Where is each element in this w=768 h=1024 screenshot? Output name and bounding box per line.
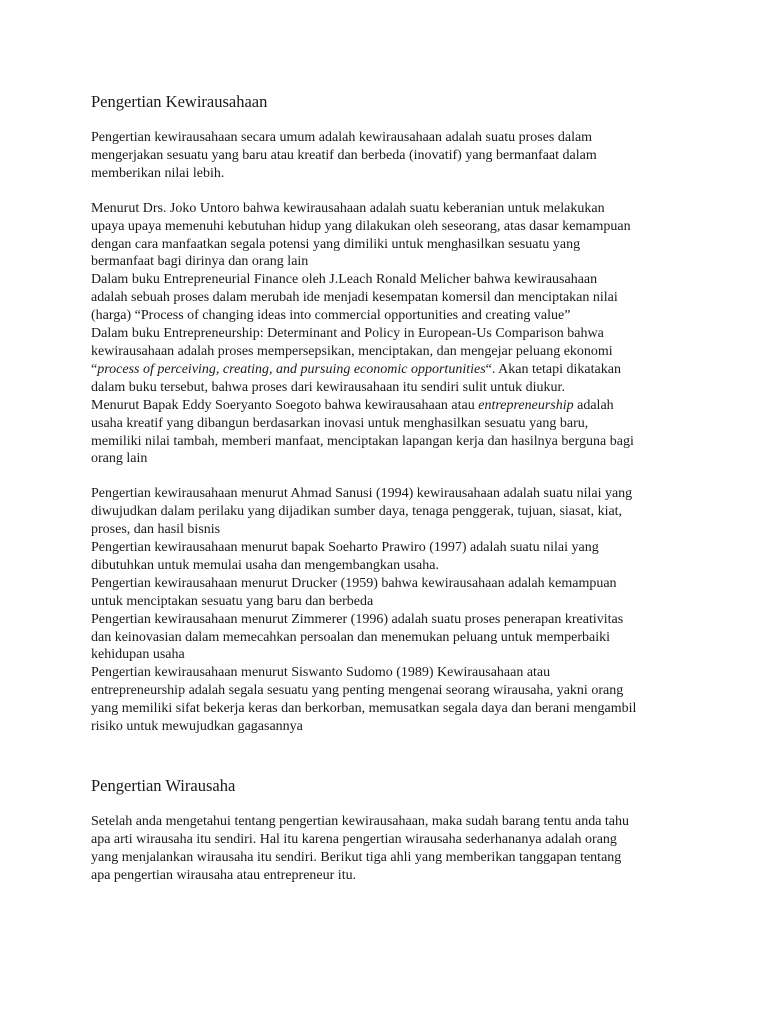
text-line: (harga) “Process of changing ideas into commercial opportunities and creating value” [91,308,571,324]
text-line: Setelah anda mengetahui tentang pengertian kewirausahaan, maka sudah barang tentu anda tahu [91,814,630,829]
text-line: Dalam buku Entrepreneurship: Determinant and Policy in European-Us Comparison bahwa [91,326,604,342]
text-line: risiko untuk mewujudkan gagasannya [91,719,303,735]
text-line: proses, dan hasil bisnis [91,522,221,538]
text-line: bermanfaat bagi dirinya dan orang lain [91,254,309,270]
text-line: adalah sebuah proses dalam merubah ide menjadi kesempatan komersil dan menciptakan nilai [91,290,618,306]
text-line: Pengertian kewirausahaan secara umum adalah kewirausahaan adalah suatu proses dalam [91,130,593,145]
text-line: orang lain [91,451,148,467]
eddy-after: adalah [573,397,614,413]
paragraph-wirausaha-intro [91,813,691,885]
eddy-before: Menurut Bapak Eddy Soeryanto Soegoto bahwa kewirausahaan atau [91,397,479,413]
text-line: entrepreneurship adalah segala sesuatu yang penting mengenai seorang wirausaha, yakni orang [91,683,624,699]
text-line: Pengertian kewirausahaan menurut Drucker (1959) bahwa kewirausahaan adalah kemampuan [91,575,617,591]
text-line: apa arti wirausaha itu sendiri. Hal itu karena pengertian wirausaha sederhananya adalah orang [91,831,617,847]
text-line: Pengertian kewirausahaan menurut Ahmad Sanusi (1994) kewirausahaan adalah suatu nilai yang [91,486,633,502]
text-line: mengerjakan sesuatu yang baru atau kreatif dan berbeda (inovatif) yang bermanfaat dalam [91,147,597,163]
text-line: Pengertian kewirausahaan menurut bapak Soeharto Prawiro (1997) adalah suatu nilai yang [91,540,599,556]
text-line: Menurut Drs. Joko Untoro bahwa kewirausahaan adalah suatu keberanian untuk melakukan [91,200,605,216]
text-line: memberikan nilai lebih. [91,165,225,181]
text-line: dan keinovasian dalam memecahkan persoalan dan menemukan peluang untuk memperbaiki [91,629,610,645]
text-line: dalam buku tersebut, bahwa proses dari kewirausahaan itu sendiri sulit untuk diukur. [91,379,565,395]
text-line: Pengertian kewirausahaan menurut Zimmerer (1996) adalah suatu proses penerapan kreativitas [91,611,624,627]
quote-rest: “. Akan tetapi dikatakan [485,361,621,377]
text-line: yang memiliki sifat bekerja keras dan berkorban, memusatkan segala daya dan berani mengambil [91,701,637,717]
text-line: diwujudkan dalam perilaku yang dijadikan sumber daya, tenaga penggerak, tujuan, siasat, kiat, [91,504,623,520]
paragraph-expert-opinions [91,485,691,736]
text-line-italic-quote [91,361,691,379]
section-heading-wirausaha: Pengertian Wirausaha [91,776,236,795]
paragraph-definition-general [91,129,691,183]
text-line: memiliki nilai tambah, memberi manfaat, menciptakan lapangan kerja dan hasilnya berguna bagi [91,433,634,449]
text-line: upaya upaya memenuhi kebutuhan hidup yang dilakukan oleh seseorang, atas dasar kemampuan [91,218,631,234]
text-line: Dalam buku Entrepreneurial Finance oleh J.Leach Ronald Melicher bahwa kewirausahaan [91,272,598,288]
text-line: dengan cara manfaatkan segala potensi yang dimiliki untuk menghasilkan sesuatu yang [91,236,581,252]
text-line: dibutuhkan untuk memulai usaha dan mengembangkan usaha. [91,557,439,573]
text-line: kewirausahaan adalah proses mempersepsikan, menciptakan, dan mengejar peluang ekonomi [91,343,613,359]
text-line: usaha kreatif yang dibangun berdasarkan inovasi untuk menghasilkan sesuatu yang baru, [91,415,589,431]
italic-phrase: process of perceiving, creating, and pursuing economic opportunities [97,361,486,377]
text-line: Pengertian kewirausahaan menurut Siswanto Sudomo (1989) Kewirausahaan atau [91,665,551,681]
text-line: yang menjalankan wirausaha itu sendiri. Berikut tiga ahli yang memberikan tanggapan tentang [91,849,622,865]
italic-entrepreneurship: entrepreneurship [478,397,574,413]
document-content [91,90,691,885]
text-line-eddy [91,397,691,415]
text-line: apa pengertian wirausaha atau entrepreneur itu. [91,867,357,883]
open-quote: “ [91,361,98,377]
text-line: untuk menciptakan sesuatu yang baru dan berbeda [91,593,374,609]
paragraph-expert-definitions [91,200,691,469]
section-heading-kewirausahaan: Pengertian Kewirausahaan [91,92,268,111]
text-line: kehidupan usaha [91,647,185,663]
